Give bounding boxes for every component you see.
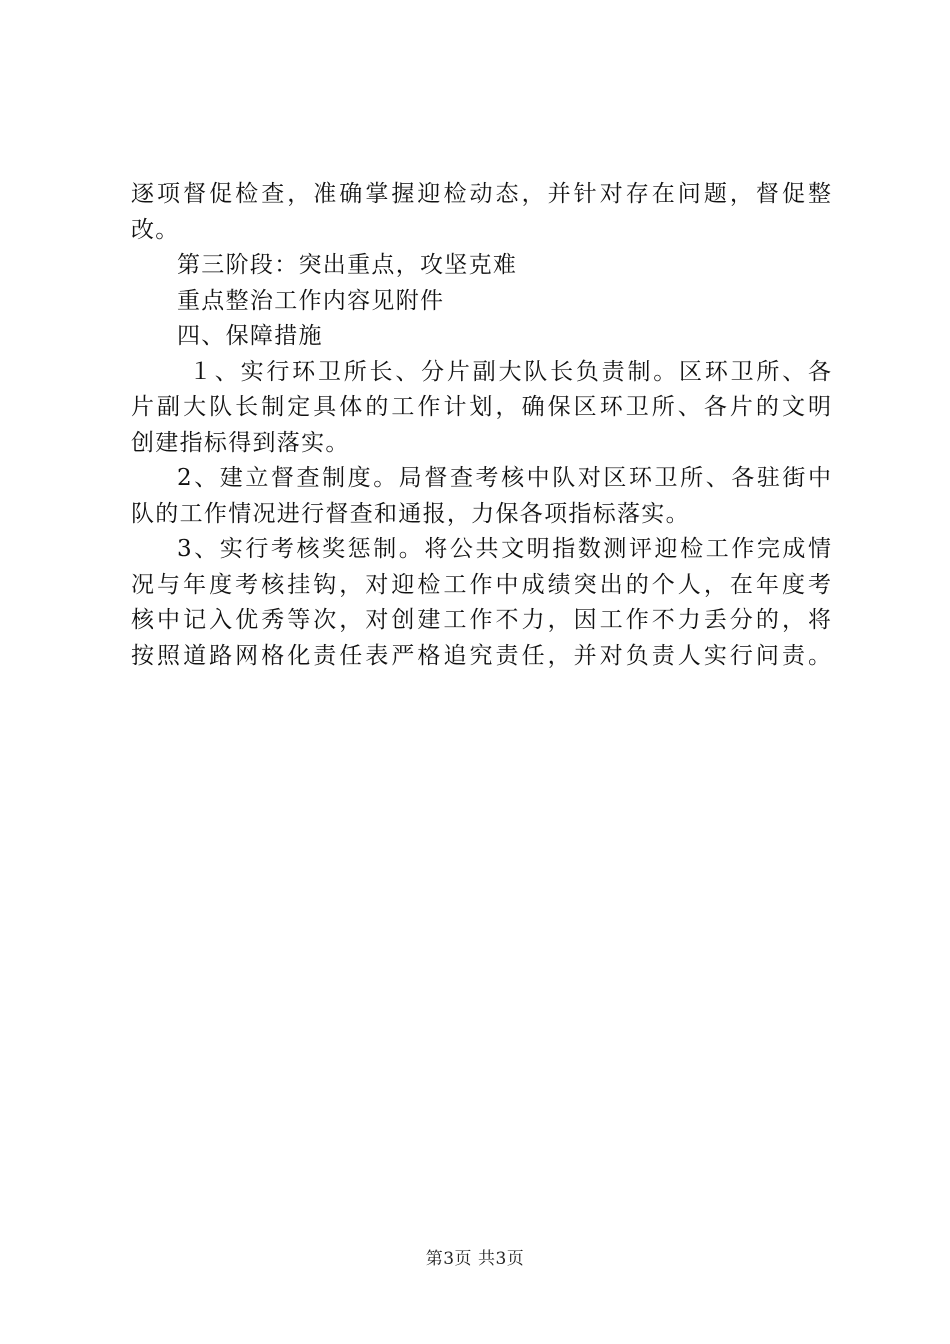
paragraph-line: 3、实行考核奖惩制。将公共文明指数测评迎检工作完成情 xyxy=(177,536,831,562)
paragraph-line: 重点整治工作内容见附件 xyxy=(177,287,445,314)
section-heading-stage-three: 第三阶段：突出重点，攻坚克难 xyxy=(177,252,518,278)
paragraph-line: １、实行环卫所长、分片副大队长负责制。区环卫所、各 xyxy=(189,358,831,385)
paragraph-line: 核中记入优秀等次，对创建工作不力，因工作不力丢分的，将 xyxy=(131,607,831,633)
paragraph-line: 队的工作情况进行督查和通报，力保各项指标落实。 xyxy=(131,500,690,527)
paragraph-line: 况与年度考核挂钩，对迎检工作中成绩突出的个人，在年度考 xyxy=(131,571,831,598)
paragraph-line: 按照道路网格化责任表严格追究责任，并对负责人实行问责。 xyxy=(131,642,831,669)
paragraph-line: 2、建立督查制度。局督查考核中队对区环卫所、各驻街中 xyxy=(177,465,831,491)
paragraph-line: 改。 xyxy=(131,216,180,243)
paragraph-line: 片副大队长制定具体的工作计划，确保区环卫所、各片的文明 xyxy=(131,394,831,420)
paragraph-line: 逐项督促检查，准确掌握迎检动态，并针对存在问题，督促整 xyxy=(131,181,831,207)
page-number-footer: 第3页 共3页 xyxy=(425,1249,525,1269)
document-body xyxy=(131,177,831,674)
paragraph-line: 创建指标得到落实。 xyxy=(131,429,350,456)
section-heading-safeguards: 四、保障措施 xyxy=(177,323,323,349)
